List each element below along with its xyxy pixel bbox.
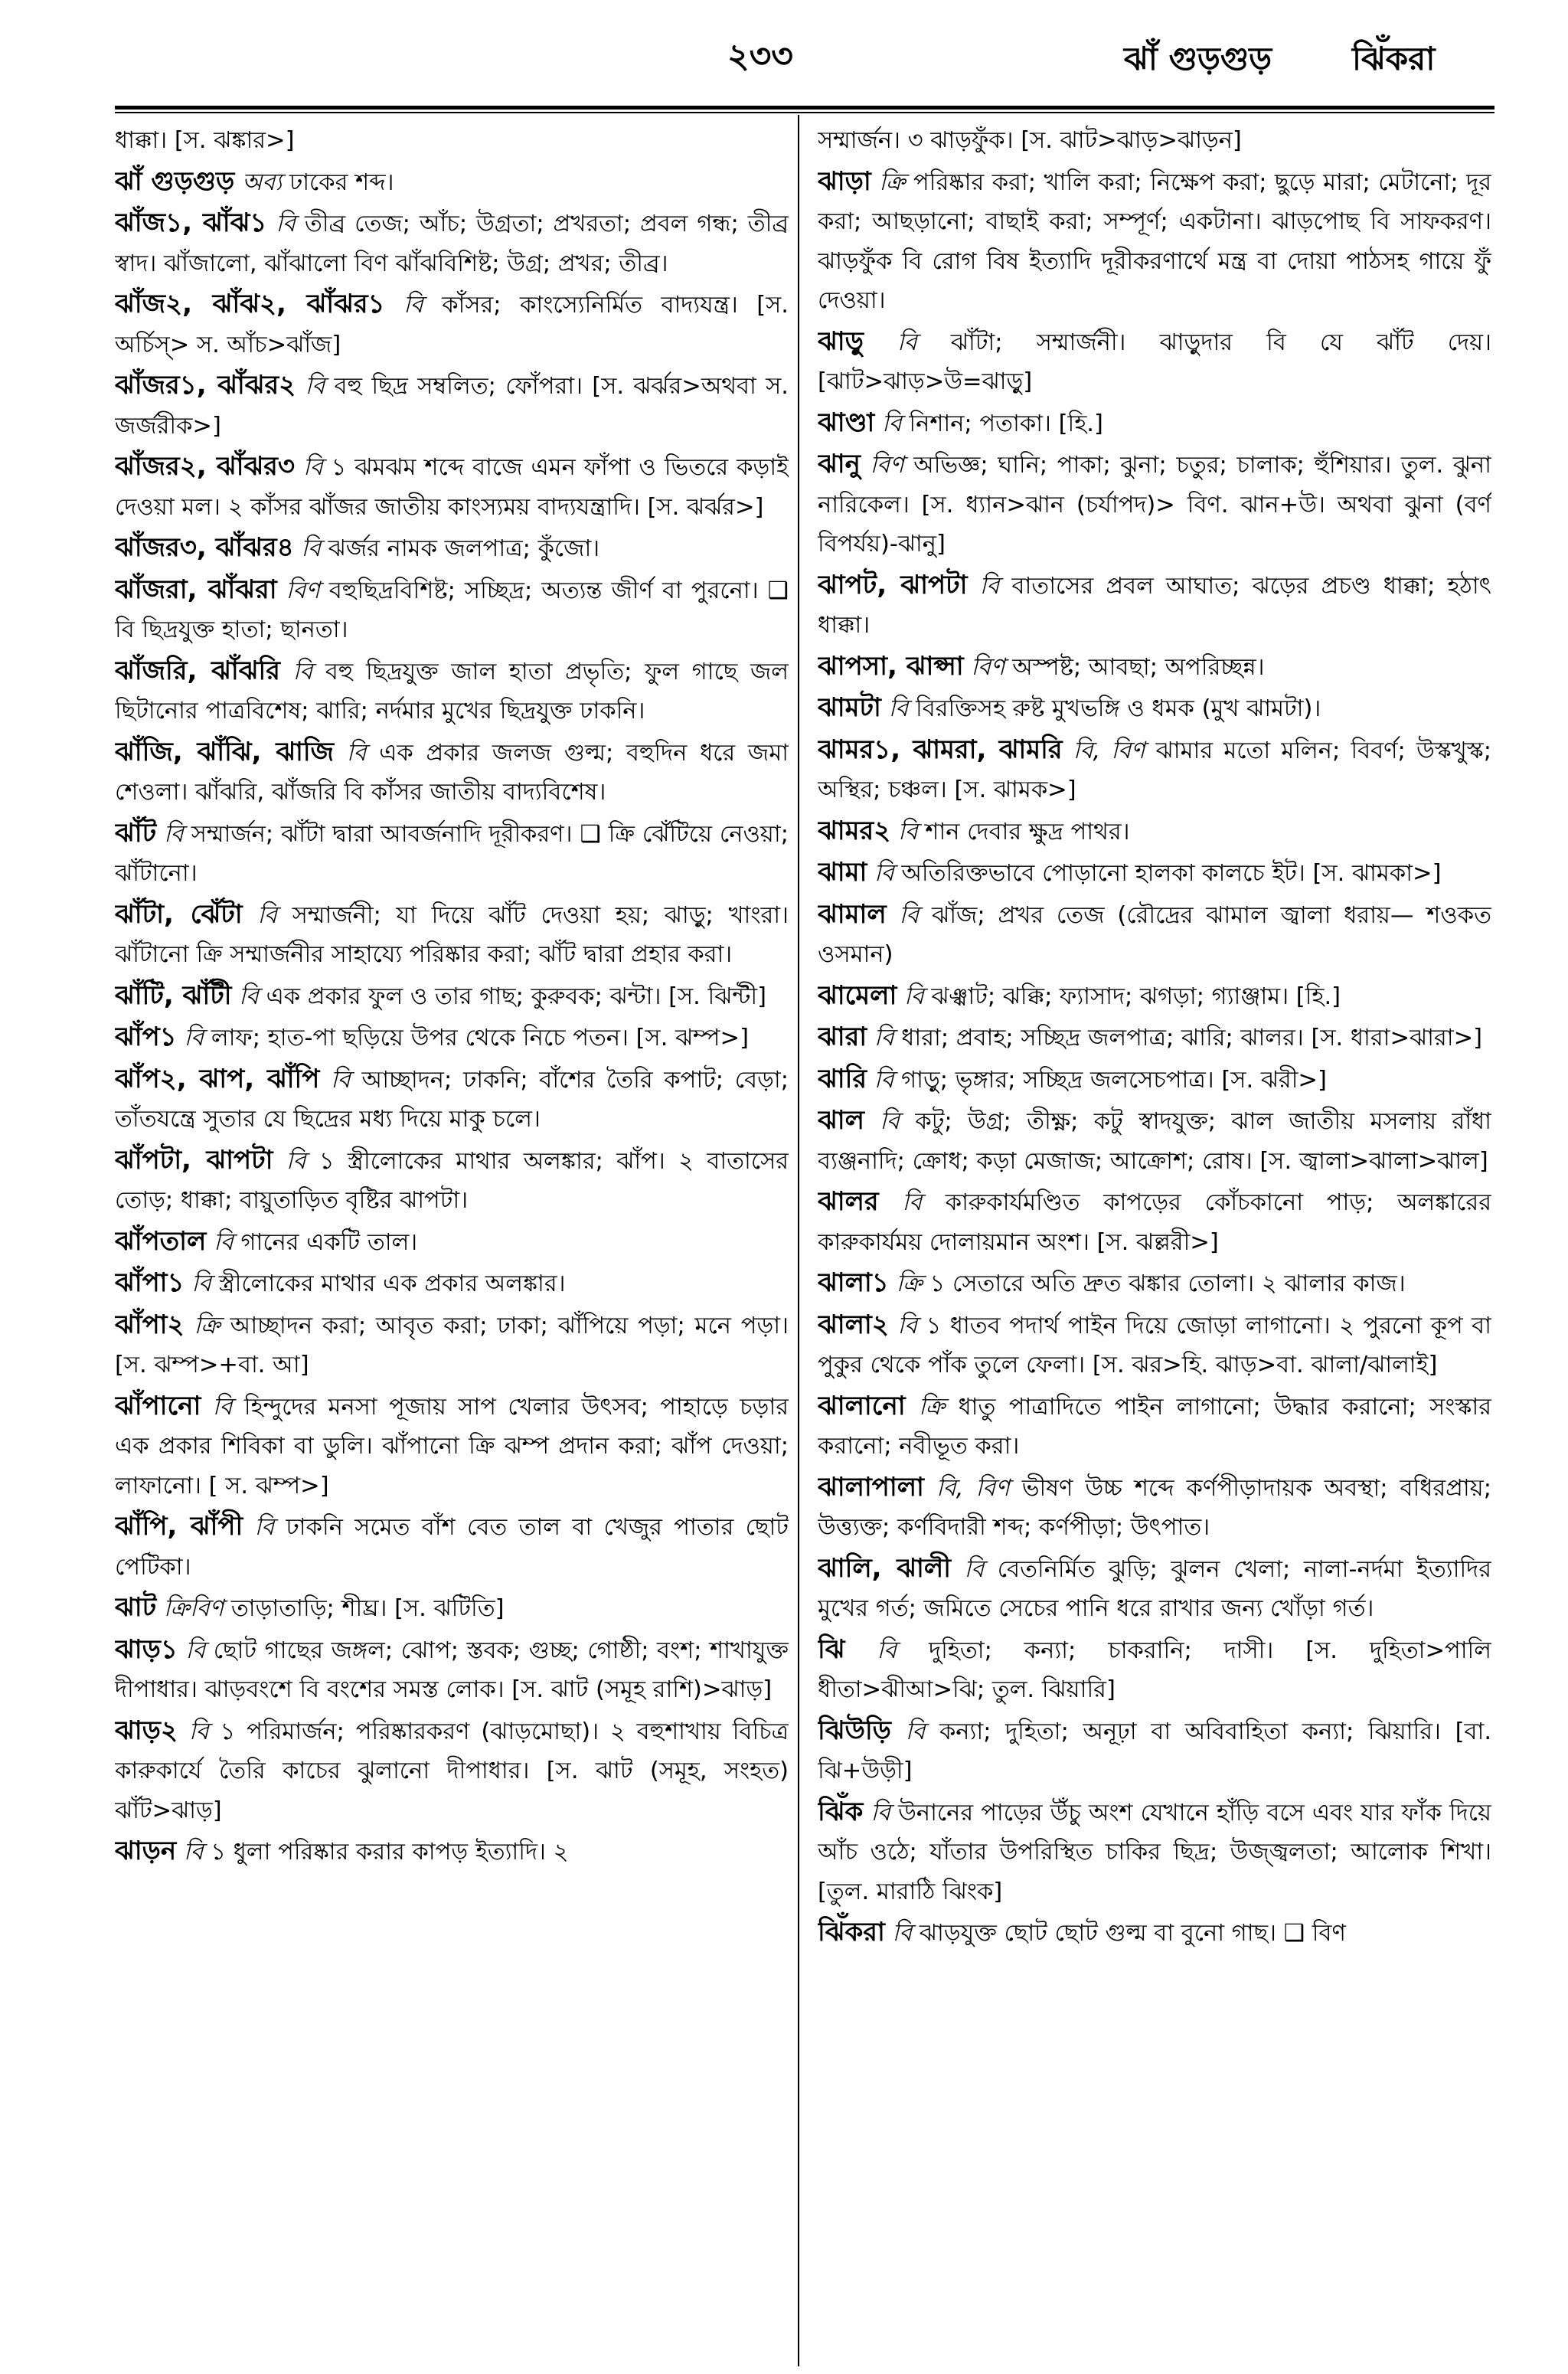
entry-headword: ঝাঁপা১ xyxy=(115,1267,185,1298)
entry-definition: সম্মার্জনী; যা দিয়ে ঝাঁট দেওয়া হয়; ঝাড়ু; খাংরা। ঝাঁটানো ক্রি সম্মার্জনীর সাহায্যে পরিষ্কার করা; ঝাঁট দ্বারা প্রহার করা। xyxy=(115,901,789,968)
entry-part-of-speech: বি xyxy=(881,410,902,437)
entry-headword: ঝাঁপি, ঝাঁপী xyxy=(115,1511,243,1542)
dictionary-entry xyxy=(818,1101,1491,1181)
entry-part-of-speech: ক্রি xyxy=(918,1393,946,1421)
entry-headword: ঝাঁজর৩, ঝাঁঝর৪ xyxy=(115,532,294,563)
entry-headword: ঝাঁ গুড়গুড় xyxy=(115,165,235,197)
entry-headword: ঝাঁজ১, ঝাঁঝ১ xyxy=(115,208,267,238)
entry-definition: বহু ছিদ্রযুক্ত জাল হাতা প্রভৃতি; ফুল গাছে জল ছিটানোর পাত্রবিশেষ; ঝারি; নর্দমার মুখের ছিদ্রযুক্ত ঢাকনি। xyxy=(115,658,789,724)
entry-part-of-speech: বি xyxy=(257,901,278,929)
entry-part-of-speech: বি xyxy=(239,983,259,1010)
entry-definition: এক প্রকার ফুল ও তার গাছ; কুরুবক; ঝন্টা। [স. ঝিন্টী] xyxy=(266,983,766,1010)
dictionary-entry xyxy=(115,1588,789,1629)
entry-definition: তীব্র তেজ; আঁচ; উগ্রতা; প্রখরতা; প্রবল গন্ধ; তীব্র স্বাদ। ঝাঁজালো, ঝাঁঝালো বিণ ঝাঁঝবিশিষ্ট; উগ্র; প্রখর; তীব্র। xyxy=(115,211,789,277)
entry-definition: বেতনির্মিত ঝুড়ি; ঝুলন খেলা; নালা-নর্দমা ইত্যাদির মুখের গর্ত; জমিতে সেচের পানি ধরে রাখার জন্য খোঁড়া গর্ত। xyxy=(818,1555,1491,1622)
entry-headword: ঝাড়ু xyxy=(818,325,864,357)
entry-headword: ঝাঁজরা, ঝাঁঝরা xyxy=(115,574,277,605)
entry-definition: আচ্ছাদন করা; আবৃত করা; ঢাকা; ঝাঁপিয়ে পড়া; মনে পড়া। [স. ঝম্প>+বা. আ] xyxy=(115,1312,789,1378)
entry-headword: ঝাঁজি, ঝাঁঝি, ঝাজি xyxy=(115,736,335,767)
entry-headword: ঝামর১, ঝামরা, ঝামরি xyxy=(818,734,1063,765)
entry-headword: ঝালানো xyxy=(818,1390,906,1421)
entry-definition: স্ত্রীলোকের মাথার এক প্রকার অলঙ্কার। xyxy=(218,1270,566,1297)
entry-part-of-speech: বি xyxy=(871,1799,891,1826)
entry-headword: ঝাঁজরি, ঝাঁঝরি xyxy=(115,655,280,686)
entry-headword: ঝি xyxy=(818,1633,845,1665)
dictionary-entry xyxy=(115,447,789,527)
entry-part-of-speech: বি xyxy=(302,454,323,481)
entry-definition: ঝাড়যুক্ত ছোট ছোট গুল্ম বা বুনো গাছ। ❑ বিণ xyxy=(919,1920,1346,1947)
entry-definition: বাতাসের প্রবল আঘাত; ঝড়ের প্রচণ্ড ধাক্কা; হঠাৎ ধাক্কা। xyxy=(818,572,1491,639)
entry-headword: ঝামা xyxy=(818,857,867,888)
entry-part-of-speech: বি xyxy=(214,1228,234,1256)
entry-headword: ঝাঁপা২ xyxy=(115,1309,185,1340)
entry-definition: নিশান; পতাকা। [হি.] xyxy=(909,410,1103,437)
dictionary-entry xyxy=(115,1141,789,1221)
entry-headword: ঝাণ্ডা xyxy=(818,407,875,438)
entry-part-of-speech: বি xyxy=(331,1066,351,1094)
entry-part-of-speech: বি xyxy=(905,1718,926,1745)
entry-headword: ঝাট xyxy=(115,1592,157,1623)
entry-definition: এক প্রকার জলজ গুল্ম; বহুদিন ধরে জমা শেওলা। ঝাঁঝরি, ঝাঁজরি বি কাঁসর জাতীয় বাদ্যবিশেষ। xyxy=(115,739,789,806)
dictionary-entry xyxy=(115,1018,789,1058)
entry-definition: বিরক্তিসহ রুষ্ট মুখভঙ্গি ও ধমক (মুখ ঝামটা)। xyxy=(915,695,1321,722)
dictionary-entry xyxy=(818,322,1491,402)
entry-headword: ঝাল xyxy=(818,1105,864,1136)
dictionary-entry xyxy=(818,731,1491,810)
entry-part-of-speech: বি xyxy=(964,1555,985,1583)
entry-part-of-speech: বি xyxy=(403,292,423,319)
entry-headword: ঝাঁট xyxy=(115,817,157,849)
dictionary-entry xyxy=(818,688,1491,729)
entry-part-of-speech: বি xyxy=(880,1108,900,1135)
entry-definition: ধাক্কা। [স. ঝঙ্কার>] xyxy=(115,127,295,154)
dictionary-entry xyxy=(115,1306,789,1385)
entry-part-of-speech: অব্য xyxy=(242,168,283,196)
entry-part-of-speech: বি xyxy=(183,1839,204,1866)
dictionary-entry xyxy=(115,1387,789,1506)
dictionary-entry xyxy=(115,1630,789,1710)
entry-headword: ঝাঁপটা, ঝাপটা xyxy=(115,1144,273,1176)
entry-headword: ঝাড়া xyxy=(818,165,871,197)
entry-part-of-speech: বি xyxy=(897,818,918,845)
dictionary-entry xyxy=(818,1387,1491,1467)
entry-definition: ঝামার মতো মলিন; বিবর্ণ; উস্কখুস্ক; অস্থির; চঞ্চল। [স. ঝামক>] xyxy=(818,737,1491,803)
entry-part-of-speech: বি xyxy=(897,329,917,356)
entry-part-of-speech: ক্রিবিণ xyxy=(163,1595,224,1622)
entry-definition: আচ্ছাদন; ঢাকনি; বাঁশের তৈরি কপাট; বেড়া; তাঁতযন্ত্রে সুতার যে ছিদ্রের মধ্য দিয়ে মাকু চলে। xyxy=(115,1066,789,1133)
entry-headword: ঝাঁজ২, ঝাঁঝ২, ঝাঁঝর১ xyxy=(115,289,385,319)
dictionary-entry xyxy=(818,853,1491,894)
entry-part-of-speech: বি xyxy=(185,1637,206,1664)
entry-definition: বহু ছিদ্র সম্বলিত; ফোঁপরা। [স. ঝর্ঝর>অথবা স. জর্জরীক>] xyxy=(115,373,789,440)
entry-headword: ঝালাপালা xyxy=(818,1471,924,1503)
entry-definition: বহুছিদ্রবিশিষ্ট; সচ্ছিদ্র; অত্যন্ত জীর্ণ বা পুরনো। ❑ বি ছিদ্রযুক্ত হাতা; ছানতা। xyxy=(115,577,789,643)
entry-headword: ঝালা১ xyxy=(818,1267,889,1298)
entry-definition: অস্পষ্ট; আবছা; অপরিচ্ছন্ন। xyxy=(1012,653,1265,681)
entry-headword: ঝিঁকরা xyxy=(818,1917,885,1947)
dictionary-entry xyxy=(115,1712,789,1831)
dictionary-entry xyxy=(115,1264,789,1304)
dictionary-entry xyxy=(818,1913,1491,1954)
entry-headword: ঝাঁপানো xyxy=(115,1390,201,1421)
entry-headword: ঝালি, ঝালী xyxy=(818,1552,951,1584)
dictionary-entry xyxy=(818,404,1491,444)
entry-definition: ঢাকনি সমেত বাঁশ বেত তাল বা খেজুর পাতার ছোট পেটিকা। xyxy=(115,1514,789,1581)
dictionary-entry xyxy=(115,285,789,365)
entry-definition: সম্মার্জন। ৩ ঝাড়ফুঁক। [স. ঝাট>ঝাড়>ঝাড়ন] xyxy=(818,127,1242,154)
left-column xyxy=(115,121,789,2365)
entry-headword: ঝাঁজর১, ঝাঁঝর২ xyxy=(115,370,296,401)
right-column xyxy=(818,121,1491,2365)
entry-definition: গাড়ু; ভৃঙ্গার; সচ্ছিদ্র জলসেচপাত্র। [স. ঝরী>] xyxy=(901,1066,1327,1094)
dictionary-entry xyxy=(115,121,789,161)
entry-part-of-speech: বি xyxy=(888,695,909,722)
entry-headword: ঝাঁটা, ঝেঁটা xyxy=(115,898,243,930)
entry-headword: ঝাড়২ xyxy=(115,1715,178,1746)
dictionary-entry xyxy=(818,1793,1491,1912)
entry-definition: ১ ঝমঝম শব্দে বাজে এমন ফাঁপা ও ভিতরে কড়াই দেওয়া মল। ২ কাঁসর ঝাঁজর জাতীয় কাংস্যময় বাদ্যযন্ত্রাদি। [স. ঝর্ঝর>] xyxy=(115,454,789,521)
entry-headword: ঝাঁপ২, ঝাপ, ঝাঁপি xyxy=(115,1063,320,1094)
entry-definition: ঝঞ্ঝাট; ঝক্কি; ফ্যাসাদ; ঝগড়া; গ্যাঞ্জাম। [হি.] xyxy=(931,983,1341,1010)
entry-part-of-speech: বি xyxy=(979,572,1000,600)
dictionary-entry xyxy=(115,162,789,203)
entry-part-of-speech: বি xyxy=(904,983,924,1010)
entry-part-of-speech: বি xyxy=(286,1147,306,1175)
entry-part-of-speech: বিণ xyxy=(971,653,1005,681)
entry-part-of-speech: বি xyxy=(276,211,296,237)
entry-headword: ঝামাল xyxy=(818,898,887,930)
dictionary-entry xyxy=(115,1507,789,1587)
entry-definition: শান দেবার ক্ষুদ্র পাথর। xyxy=(925,818,1130,845)
entry-part-of-speech: বি xyxy=(212,1393,233,1421)
entry-part-of-speech: বিণ xyxy=(870,452,904,479)
entry-definition: ১ স্ত্রীলোকের মাথার অলঙ্কার; ঝাঁপ। ২ বাতাসের তোড়; ধাক্কা; বায়ুতাড়িত বৃষ্টির ঝাপটা। xyxy=(115,1147,789,1214)
dictionary-entry xyxy=(818,1630,1491,1710)
dictionary-entry xyxy=(818,445,1491,564)
entry-definition: ধারা; প্রবাহ; সচ্ছিদ্র জলপাত্র; ঝারি; ঝালর। [স. ধারা>ঝারা>] xyxy=(901,1025,1483,1051)
dictionary-entry xyxy=(115,366,789,446)
entry-part-of-speech: বি xyxy=(305,373,325,400)
dictionary-entry xyxy=(818,121,1491,161)
entry-definition: ঝর্জর নামক জলপাত্র; কুঁজো। xyxy=(328,535,600,562)
entry-headword: ঝারি xyxy=(818,1063,867,1094)
dictionary-entry xyxy=(115,1832,789,1872)
entry-definition: উনানের পাড়ের উঁচু অংশ যেখানে হাঁড়ি বসে এবং যার ফাঁক দিয়ে আঁচ ওঠে; যাঁতার উপরিস্থিত চাকির ছিদ্র; উজ্জ্বলতা; আলোক শিখা। [তুল. মারাঠি ঝিংক] xyxy=(818,1799,1491,1905)
dictionary-entry xyxy=(818,1468,1491,1548)
entry-part-of-speech: বি xyxy=(899,901,920,929)
dictionary-entry xyxy=(818,1060,1491,1100)
guide-word-first: ঝাঁ গুড়গুড় xyxy=(1124,40,1272,77)
entry-part-of-speech: বি xyxy=(874,860,894,887)
entry-definition: কন্যা; দুহিতা; অনূঢ়া বা অবিবাহিতা কন্যা; ঝিয়ারি। [বা. ঝি+উড়ী] xyxy=(818,1718,1491,1784)
entry-definition: সম্মার্জন; ঝাঁটা দ্বারা আবর্জনাদি দূরীকরণ। ❑ ক্রি ঝেঁটিয়ে নেওয়া; ঝাঁটানো। xyxy=(115,820,789,887)
dictionary-entry xyxy=(818,1182,1491,1262)
entry-definition: ঢাকের শব্দ। xyxy=(289,168,394,196)
entry-definition: কাঁসর; কাংস্যেনির্মিত বাদ্যযন্ত্র। [স. অর্চিস্> স. আঁচ>ঝাঁজ] xyxy=(115,292,789,358)
header-rule-thin xyxy=(115,112,1494,113)
dictionary-entry xyxy=(818,1018,1491,1058)
dictionary-entry xyxy=(818,162,1491,321)
entry-definition: লাফ; হাত-পা ছড়িয়ে উপর থেকে নিচে পতন। [স. ঝম্প>] xyxy=(211,1025,749,1051)
column-divider xyxy=(798,115,799,2366)
dictionary-entry xyxy=(115,976,789,1017)
header-rule xyxy=(115,106,1494,110)
entry-definition: দুহিতা; কন্যা; চাকরানি; দাসী। [স. দুহিতা>পালি ধীতা>ঝীআ>ঝি; তুল. ঝিয়ারি] xyxy=(818,1637,1491,1703)
entry-part-of-speech: ক্রি xyxy=(896,1270,923,1297)
entry-definition: ঝাঁটা; সম্মার্জনী। ঝাড়ুদার বি যে ঝাঁট দেয়। [ঝাট>ঝাড়>উ=ঝাড়ু] xyxy=(818,329,1491,395)
entry-definition: ১ ধুলা পরিষ্কার করার কাপড় ইত্যাদি। ২ xyxy=(211,1839,569,1866)
entry-part-of-speech: বি xyxy=(301,535,322,562)
entry-definition: অভিজ্ঞ; ঘানি; পাকা; ঝুনা; চতুর; চালাক; হুঁশিয়ার। তুল. ঝুনা নারিকেল। [স. ধ্যান>ঝান (চর্যাপদ)> বিণ. ঝান+উ। অথবা ঝুনা (বর্ণ বিপর্যয়)-ঝানু] xyxy=(818,452,1491,558)
entry-definition: কটু; উগ্র; তীক্ষ্ণ; কটু স্বাদযুক্ত; ঝাল জাতীয় মসলায় রাঁধা ব্যঞ্জনাদি; ক্রোধ; কড়া মেজাজ; আক্রোশ; রোষ। [স. জ্বালা>ঝালা>ঝাল] xyxy=(818,1108,1491,1175)
entry-definition: ১ সেতারে অতি দ্রুত ঝঙ্কার তোলা। ২ ঝালার কাজ। xyxy=(929,1270,1406,1297)
entry-definition: অতিরিক্তভাবে পোড়ানো হালকা কালচে ইট। [স. ঝামকা>] xyxy=(901,860,1442,887)
entry-definition: হিন্দুদের মনসা পূজায় সাপ খেলার উৎসব; পাহাড়ে চড়ার এক প্রকার শিবিকা বা ডুলি। ঝাঁপানো ক্রি ঝম্প প্রদান করা; ঝাঁপ দেওয়া; লাফানো। [ স. ঝম্প>] xyxy=(115,1393,789,1499)
dictionary-entry xyxy=(818,566,1491,646)
entry-headword: ঝামেলা xyxy=(818,979,897,1011)
dictionary-entry xyxy=(818,976,1491,1017)
entry-part-of-speech: বি xyxy=(164,820,184,848)
entry-definition: ছোট গাছের জঙ্গল; ঝোপ; স্তবক; গুচ্ছ; গোষ্ঠী; বংশ; শাখাযুক্ত দীপাধার। ঝাড়বংশে বি বংশের সমস্ত লোক। [স. ঝাট (সমূহ রাশি)>ঝাড়] xyxy=(115,1637,789,1703)
dictionary-entry xyxy=(115,1222,789,1263)
entry-part-of-speech: বি xyxy=(346,739,367,767)
entry-part-of-speech: ক্রি xyxy=(194,1312,220,1339)
entry-headword: ঝাঁটি, ঝাঁটী xyxy=(115,979,232,1011)
dictionary-entry xyxy=(818,1712,1491,1791)
dictionary-entry xyxy=(818,1306,1491,1385)
entry-part-of-speech: বি xyxy=(877,1637,897,1664)
entry-definition: তাড়াতাড়ি; শীঘ্র। [স. ঝটিতি] xyxy=(230,1595,505,1622)
dictionary-entry xyxy=(115,528,789,569)
entry-headword: ঝারা xyxy=(818,1022,867,1052)
entry-part-of-speech: বি, বিণ xyxy=(1073,737,1145,764)
dictionary-entry xyxy=(818,812,1491,852)
entry-part-of-speech: বি xyxy=(902,1189,923,1216)
entry-part-of-speech: বি xyxy=(874,1066,894,1094)
entry-headword: ঝালর xyxy=(818,1186,879,1217)
dictionary-entry xyxy=(115,895,789,975)
entry-headword: ঝিউড়ি xyxy=(818,1715,891,1746)
dictionary-entry xyxy=(115,1060,789,1140)
entry-definition: ঝাঁজ; প্রখর তেজ (রৌদ্রের ঝামাল জ্বালা ধরায়— শওকত ওসমান) xyxy=(818,901,1491,968)
entry-part-of-speech: বি xyxy=(292,658,313,685)
entry-headword: ঝাঁজর২, ঝাঁঝর৩ xyxy=(115,451,295,482)
entry-headword: ঝালা২ xyxy=(818,1309,889,1340)
guide-word-last: ঝিঁকরা xyxy=(1352,40,1436,77)
entry-definition: পরিষ্কার করা; খালি করা; নিক্ষেপ করা; ছুড়ে মারা; মেটানো; দূর করা; আছড়ানো; বাছাই করা; সম্পূর্ণ; একটানা। ঝাড়পোছ বি সাফকরণ। ঝাড়ফুঁক বি রোগ বিষ ইত্যাদি দূরীকরণার্থে মন্ত্র বা দোয়া পাঠসহ গায়ে ফুঁ দেওয়া। xyxy=(818,168,1491,314)
dictionary-entry xyxy=(818,895,1491,975)
entry-headword: ঝামটা xyxy=(818,692,881,723)
entry-definition: কারুকার্যমণ্ডিত কাপড়ের কোঁচকানো পাড়; অলঙ্কারের কারুকার্যময় দোলায়মান অংশ। [স. ঝল্লরী>] xyxy=(818,1189,1491,1256)
entry-headword: ঝাড়ন xyxy=(115,1836,177,1866)
entry-headword: ঝাড়১ xyxy=(115,1633,178,1665)
entry-definition: গানের একটি তাল। xyxy=(240,1228,418,1256)
page-header xyxy=(0,17,1568,101)
dictionary-entry xyxy=(115,733,789,813)
entry-headword: ঝাপট, ঝাপটা xyxy=(818,569,968,600)
entry-part-of-speech: বি xyxy=(874,1025,894,1051)
entry-part-of-speech: বি xyxy=(897,1312,918,1339)
entry-headword: ঝিঁক xyxy=(818,1796,864,1827)
page-number: ২৩৩ xyxy=(727,37,793,76)
dictionary-entry xyxy=(115,571,789,650)
entry-part-of-speech: বিণ xyxy=(286,577,320,604)
dictionary-entry xyxy=(115,204,789,283)
entry-part-of-speech: ক্রি xyxy=(879,168,906,196)
entry-headword: ঝাঁপতাল xyxy=(115,1225,207,1257)
entry-part-of-speech: বি, বিণ xyxy=(936,1474,1010,1502)
entry-part-of-speech: বি xyxy=(188,1718,209,1745)
entry-definition: ১ পরিমার্জন; পরিষ্কারকরণ (ঝাড়মোছা)। ২ বহুশাখায় বিচিত্র কারুকার্যে তৈরি কাচের ঝুলানো দীপাধার। [স. ঝাট (সমূহ, সংহত) ঝাঁট>ঝাড়] xyxy=(115,1718,789,1824)
entry-part-of-speech: বি xyxy=(254,1514,275,1541)
dictionary-entry xyxy=(818,647,1491,688)
dictionary-entry xyxy=(818,1264,1491,1304)
entry-definition: ধাতু পাত্রাদিতে পাইন লাগানো; উদ্ধার করানো; সংস্কার করানো; নবীভূত করা। xyxy=(818,1393,1491,1460)
entry-part-of-speech: বি xyxy=(184,1025,204,1051)
entry-definition: ১ ধাতব পদার্থ পাইন দিয়ে জোড়া লাগানো। ২ পুরনো কূপ বা পুকুর থেকে পাঁক তুলে ফেলা। [স. ঝর>হি. ঝাড়>বা. ঝালা/ঝালাই] xyxy=(818,1312,1491,1378)
entry-part-of-speech: বি xyxy=(191,1270,211,1297)
entry-headword: ঝাঁপ১ xyxy=(115,1022,177,1052)
dictionary-entry xyxy=(115,814,789,894)
entry-definition: ভীষণ উচ্চ শব্দে কর্ণপীড়াদায়ক অবস্থা; বধিরপ্রায়; উত্ত্যক্ত; কর্ণবিদারী শব্দ; কর্ণপীড়া; উৎপাত। xyxy=(818,1474,1491,1541)
entry-headword: ঝামর২ xyxy=(818,815,891,846)
dictionary-entry xyxy=(115,652,789,731)
entry-headword: ঝানু xyxy=(818,449,861,479)
dictionary-entry xyxy=(818,1549,1491,1629)
entry-headword: ঝাপসা, ঝাপ্সা xyxy=(818,650,964,682)
entry-part-of-speech: বি xyxy=(892,1920,913,1947)
